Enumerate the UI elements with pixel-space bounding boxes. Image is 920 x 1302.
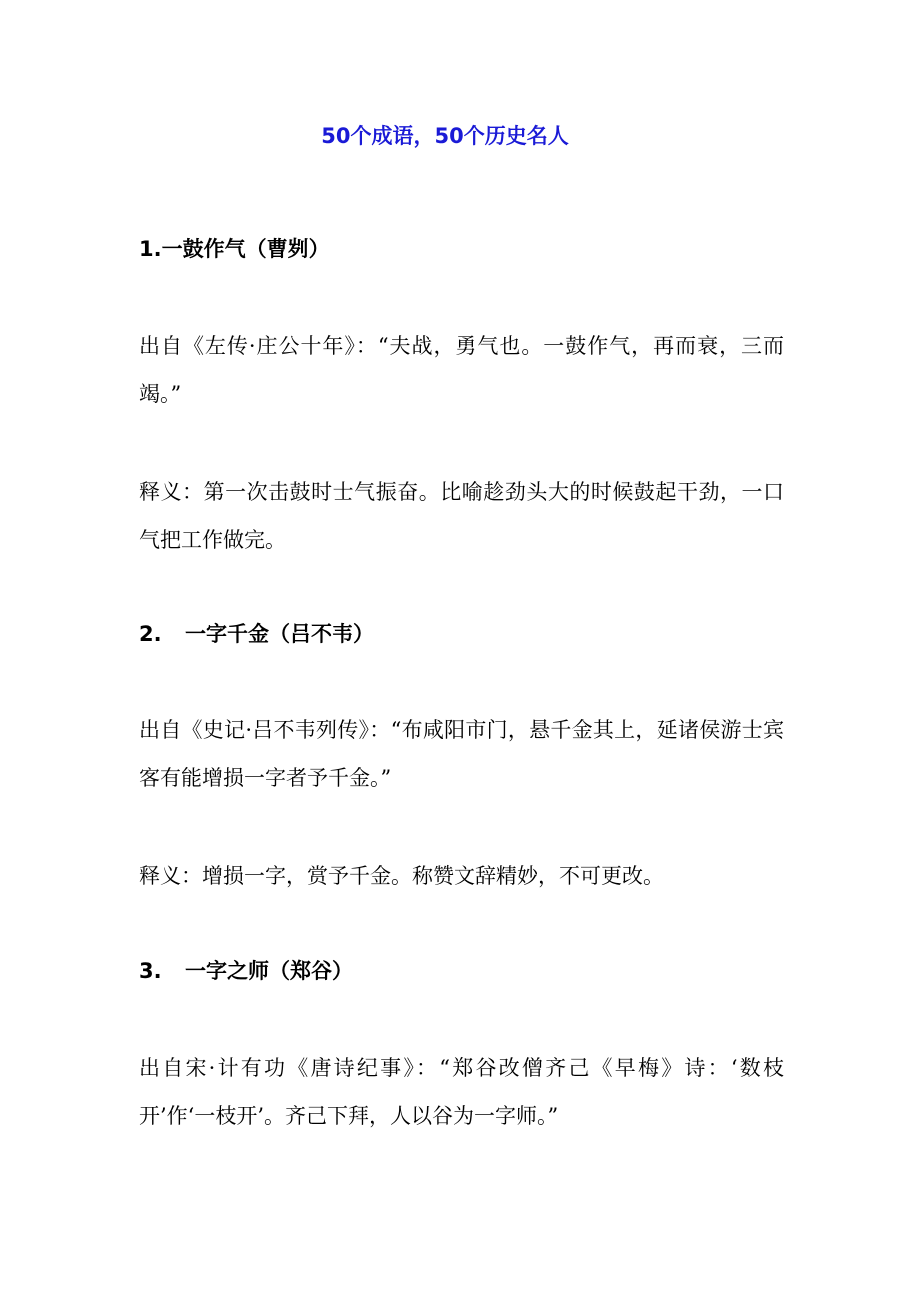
entry-source-1 <box>139 322 784 418</box>
document-title: 50个成语，50个历史名人 <box>321 124 569 148</box>
entry-meaning-2 <box>139 852 784 900</box>
entry-number: 1. <box>139 237 162 261</box>
source-label: 出自 <box>139 1056 186 1080</box>
source-label: 出自 <box>139 334 183 358</box>
entry-number: 3. <box>139 959 162 983</box>
entry-heading-2 <box>139 620 374 648</box>
meaning-text: 第一次击鼓时士气振奋。比喻趁劲头大的时候鼓起干劲，一口气把工作做完。 <box>139 480 785 552</box>
source-text: 宋·计有功《唐诗纪事》：“郑谷改僧齐己《早梅》诗：‘数枝开’作‘一枝开’。齐己下拜，人以谷为一字师。” <box>139 1056 785 1128</box>
entry-source-2 <box>139 706 784 802</box>
entry-meaning-1 <box>139 468 784 564</box>
entry-title: 一字之师（郑谷） <box>185 959 353 983</box>
meaning-label: 释义： <box>139 480 204 504</box>
source-label: 出自 <box>139 718 182 742</box>
source-text: 《左传·庄公十年》：“夫战，勇气也。一鼓作气，再而衰，三而竭。” <box>139 334 785 406</box>
entry-heading-1 <box>139 235 330 263</box>
meaning-label: 释义： <box>139 864 202 888</box>
entry-title: 一字千金（吕不韦） <box>185 622 374 646</box>
entry-title: 一鼓作气（曹刿） <box>161 237 330 261</box>
meaning-text: 增损一字，赏予千金。称赞文辞精妙，不可更改。 <box>202 864 664 888</box>
entry-number: 2. <box>139 622 162 646</box>
entry-heading-3 <box>139 957 353 985</box>
entry-source-3 <box>139 1044 784 1140</box>
source-text: 《史记·吕不韦列传》：“布咸阳市门，悬千金其上，延诸侯游士宾客有能增损一字者予千金。” <box>139 718 784 790</box>
